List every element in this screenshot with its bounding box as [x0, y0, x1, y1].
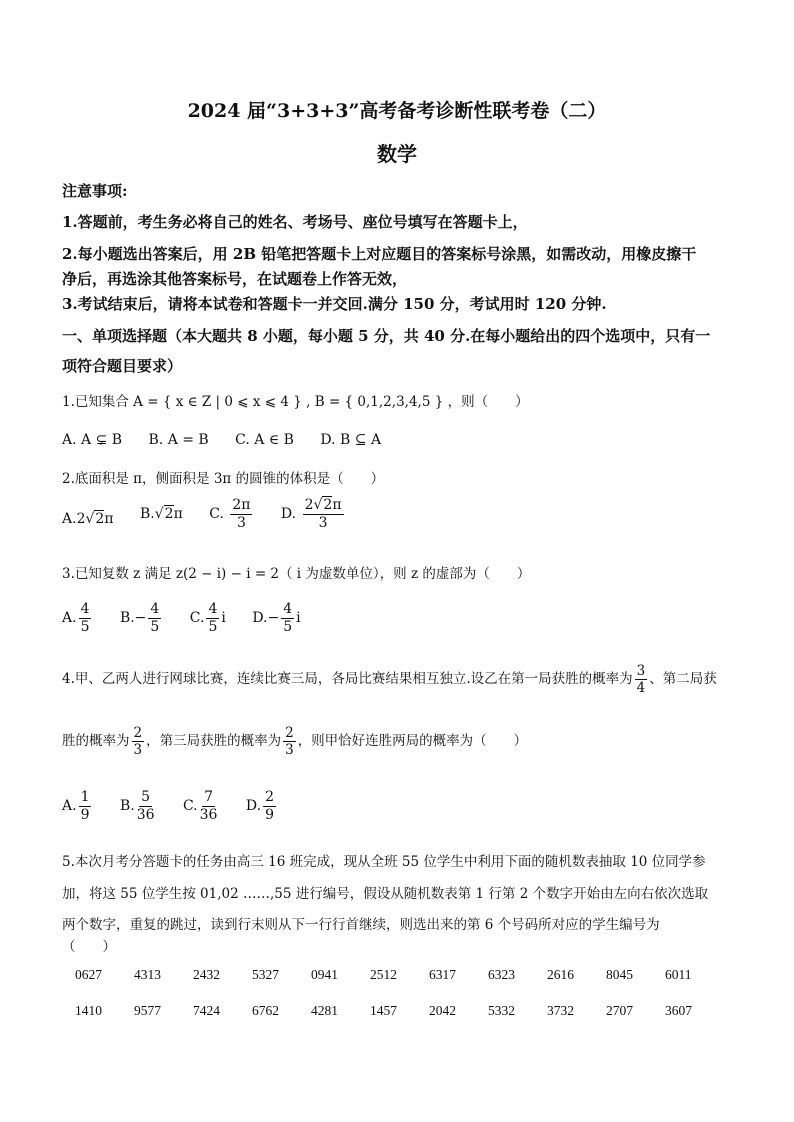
random-number: 2707 — [606, 1003, 633, 1018]
q3-option-b: B.− $\frac{4}{5}$ — [119, 601, 160, 635]
note-3: 3.考试结束后，请将本试卷和答题卡一并交回.满分 150 分，考试用时 120 分钟. — [62, 295, 607, 313]
random-number: 1410 — [75, 1003, 102, 1018]
q4-options — [62, 790, 300, 822]
notes-heading: 注意事项: — [62, 182, 128, 200]
random-number: 3607 — [665, 1003, 692, 1018]
random-number: 3732 — [547, 1003, 574, 1018]
q2-option-c: C. $\frac{2\pi}{3}$ — [209, 497, 251, 531]
q4-option-a: A. $\frac{1}{9}$ — [62, 789, 90, 823]
q2-options — [62, 498, 368, 530]
q4-option-d: D. $\frac{2}{9}$ — [245, 789, 275, 823]
q4-stem-line1: 4.甲、乙两人进行网球比赛，连续比赛三局，各局比赛结果相互独立.设乙在第一局获胜的概率为 $\frac{3}{4}$ 、第二局获 — [62, 663, 717, 697]
q1-option-c: C. A ∈ B — [235, 432, 294, 448]
random-number: 1457 — [370, 1003, 397, 1018]
note-2b: 净后，再选涂其他答案标号，在试题卷上作答无效， — [62, 270, 408, 288]
random-table-row-1 — [75, 967, 724, 983]
random-number: 2042 — [429, 1003, 456, 1018]
q4-option-b: B. $\frac{5}{36}$ — [119, 789, 155, 823]
q4-stem-line2: 胜的概率为 $\frac{2}{3}$ ，第三局获胜的概率为 $\frac{2}{3}$ ，则甲恰好连胜两局的概率为（ ） — [62, 725, 528, 759]
q2-option-b: B.√2π — [139, 506, 183, 523]
q3-options — [62, 602, 323, 634]
q2-d-fraction: $\frac{2√2\pi}{3}$ — [304, 497, 342, 531]
random-number: 0941 — [311, 967, 338, 982]
note-2a: 2.每小题选出答案后，用 2B 铅笔把答题卡上对应题目的答案标号涂黑，如需改动，用橡皮擦干 — [62, 245, 697, 263]
q1-option-a: A. A ⊊ B — [62, 432, 123, 448]
q1-option-b: B. A = B — [148, 432, 209, 448]
section-heading-line2: 项符合题目要求） — [62, 357, 183, 375]
q2-c-fraction: $\frac{2\pi}{3}$ — [232, 497, 251, 531]
random-number: 4281 — [311, 1003, 338, 1018]
q5-line2: 加，将这 55 位学生按 01,02 ……,55 进行编号，假设从随机数表第 1 行第 2 个数字开始由左向右依次选取 — [62, 886, 709, 902]
random-number: 2432 — [193, 967, 220, 982]
random-number: 6317 — [429, 967, 456, 982]
exam-title: 2024 届“3+3+3”高考备考诊断性联考卷（二） — [187, 100, 607, 122]
q3-option-d: D.− $\frac{4}{5}$ i — [252, 601, 301, 635]
q1-stem: 1.已知集合 A = { x ∈ Z | 0 ⩽ x ⩽ 4 } , B = { 0,1,2,3,4,5 } ，则（ ） — [62, 394, 529, 410]
q5-line3: 两个数字，重复的跳过，读到行末则从下一行行首继续，则选出来的第 6 个号码所对应的学生编号为 — [62, 917, 660, 933]
q1-option-d: D. B ⊆ A — [320, 432, 382, 448]
q3-stem: 3.已知复数 z 满足 z(2 − i) − i = 2（ i 为虚数单位），则 z 的虚部为（ ） — [62, 566, 531, 582]
note-1: 1.答题前，考生务必将自己的姓名、考场号、座位号填写在答题卡上， — [62, 213, 528, 231]
random-number: 2512 — [370, 967, 397, 982]
q4-option-c: C. $\frac{7}{36}$ — [182, 789, 218, 823]
random-number: 7424 — [193, 1003, 220, 1018]
random-number: 2616 — [547, 967, 574, 982]
q5-line4: （ ） — [62, 939, 116, 955]
random-number: 9577 — [134, 1003, 161, 1018]
q2-option-d: D. $\frac{2√2\pi}{3}$ — [280, 497, 342, 531]
random-number: 8045 — [606, 967, 633, 982]
random-number: 6011 — [665, 967, 692, 982]
random-number: 6323 — [488, 967, 515, 982]
random-number: 4313 — [134, 967, 161, 982]
q3-option-a: A. $\frac{4}{5}$ — [62, 601, 90, 635]
random-number: 6762 — [252, 1003, 279, 1018]
random-number: 5332 — [488, 1003, 515, 1018]
q5-line1: 5.本次月考分答题卡的任务由高三 16 班完成，现从全班 55 位学生中利用下面的随机数表抽取 10 位同学参 — [62, 854, 706, 870]
q3-option-c: C. $\frac{4}{5}$ i — [189, 601, 226, 635]
random-number: 0627 — [75, 967, 102, 982]
q2-option-a: A.2√2π — [62, 511, 114, 528]
q1-options — [62, 432, 403, 448]
random-table-row-2 — [75, 1003, 724, 1019]
q2-stem: 2.底面积是 π，侧面积是 3π 的圆锥的体积是（ ） — [62, 471, 385, 487]
section-heading-line1: 一、单项选择题（本大题共 8 小题，每小题 5 分，共 40 分.在每小题给出的四个选项中，只有一 — [62, 327, 711, 345]
subject-title: 数学 — [377, 142, 417, 166]
random-number: 5327 — [252, 967, 279, 982]
